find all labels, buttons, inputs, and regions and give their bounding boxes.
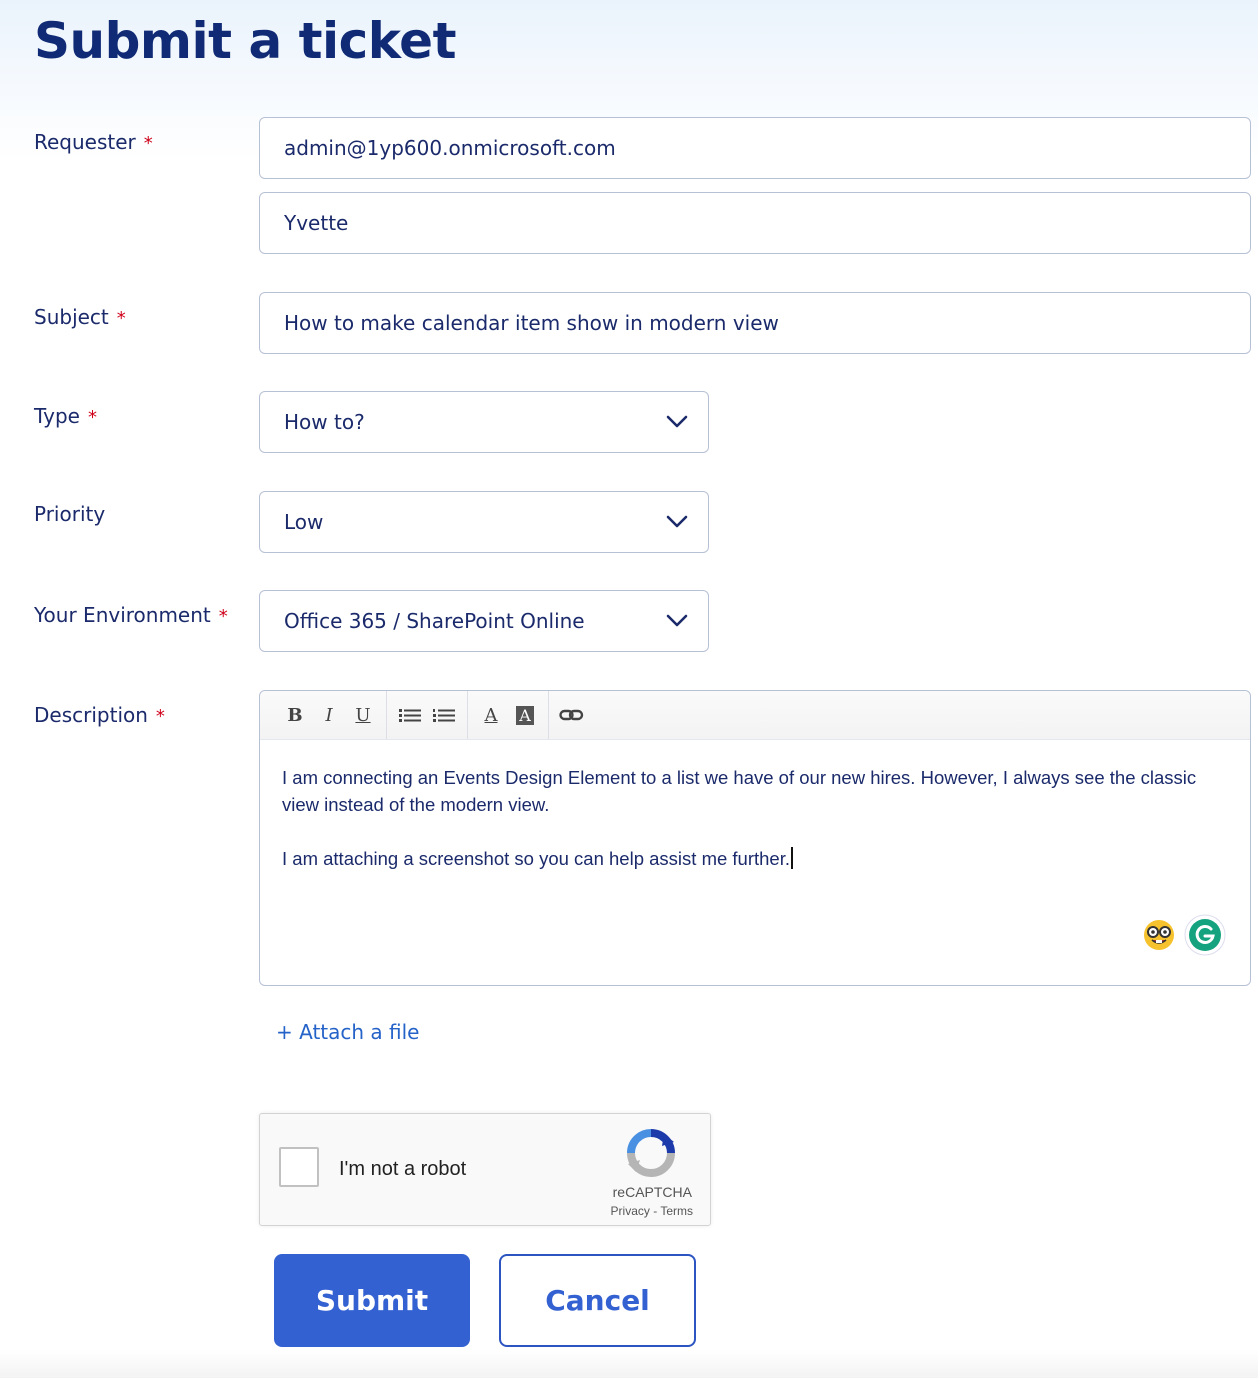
type-selected-value: How to? (284, 410, 365, 434)
priority-label: Priority (34, 502, 106, 526)
recaptcha-label: I'm not a robot (339, 1158, 467, 1180)
subject-value: How to make calendar item show in modern view (284, 311, 779, 335)
required-marker: * (155, 706, 165, 727)
description-text-area[interactable] (260, 740, 1250, 896)
text-caret (791, 847, 793, 869)
required-marker: * (143, 133, 153, 154)
recaptcha-privacy-link[interactable]: Privacy (610, 1204, 650, 1218)
chevron-down-icon (666, 515, 688, 529)
editor-toolbar (260, 691, 1250, 740)
attach-file-link[interactable]: + Attach a file (276, 1020, 420, 1044)
recaptcha-terms-link[interactable]: Terms (660, 1204, 693, 1218)
description-label: Description * (34, 703, 165, 727)
chevron-down-icon (666, 614, 688, 628)
numbered-list-icon[interactable] (427, 699, 461, 731)
requester-email-value: admin@1yp600.onmicrosoft.com (284, 136, 616, 160)
required-marker: * (116, 308, 126, 329)
font-color-icon[interactable]: A (484, 704, 498, 726)
list-group (387, 691, 468, 739)
requester-name-value: Yvette (284, 211, 349, 235)
description-paragraph: I am connecting an Events Design Element to a list we have of our new hires. However, I always see the classic view instead of the modern view. (282, 767, 1197, 815)
recaptcha-logo-icon (626, 1128, 676, 1183)
cancel-button[interactable]: Cancel (499, 1254, 696, 1347)
type-label: Type * (34, 404, 97, 428)
description-editor (259, 690, 1251, 986)
recaptcha-brand: reCAPTCHA (612, 1184, 692, 1200)
link-group (549, 691, 595, 739)
bold-icon[interactable]: B (287, 704, 303, 726)
color-group (468, 691, 549, 739)
recaptcha-checkbox[interactable] (279, 1147, 319, 1187)
priority-selected-value: Low (284, 510, 324, 534)
italic-icon[interactable]: I (325, 704, 333, 726)
description-paragraph: I am attaching a screenshot so you can help assist me further. (282, 848, 790, 869)
required-marker: * (87, 407, 97, 428)
recaptcha-links (611, 1204, 693, 1218)
chevron-down-icon (666, 415, 688, 429)
text-style-group (272, 691, 387, 739)
requester-name-field[interactable] (259, 192, 1251, 254)
recaptcha-widget (259, 1113, 711, 1226)
requester-email-field[interactable] (259, 117, 1251, 179)
page-title: Submit a ticket (34, 12, 456, 70)
environment-selected-value: Office 365 / SharePoint Online (284, 609, 585, 633)
environment-label: Your Environment * (34, 603, 228, 627)
recaptcha-separator: - (649, 1204, 661, 1218)
underline-icon[interactable]: U (355, 704, 371, 726)
subject-field[interactable] (259, 292, 1251, 354)
subject-label: Subject * (34, 305, 126, 329)
link-icon[interactable] (555, 699, 589, 731)
emoji-icon[interactable] (1142, 918, 1176, 957)
grammarly-icon[interactable] (1184, 914, 1226, 961)
bulleted-list-icon[interactable] (393, 699, 427, 731)
required-marker: * (218, 606, 228, 627)
highlight-icon[interactable]: A (508, 699, 542, 731)
priority-select[interactable] (259, 491, 709, 553)
requester-label: Requester * (34, 130, 153, 154)
type-select[interactable] (259, 391, 709, 453)
submit-button[interactable]: Submit (274, 1254, 470, 1347)
environment-select[interactable] (259, 590, 709, 652)
